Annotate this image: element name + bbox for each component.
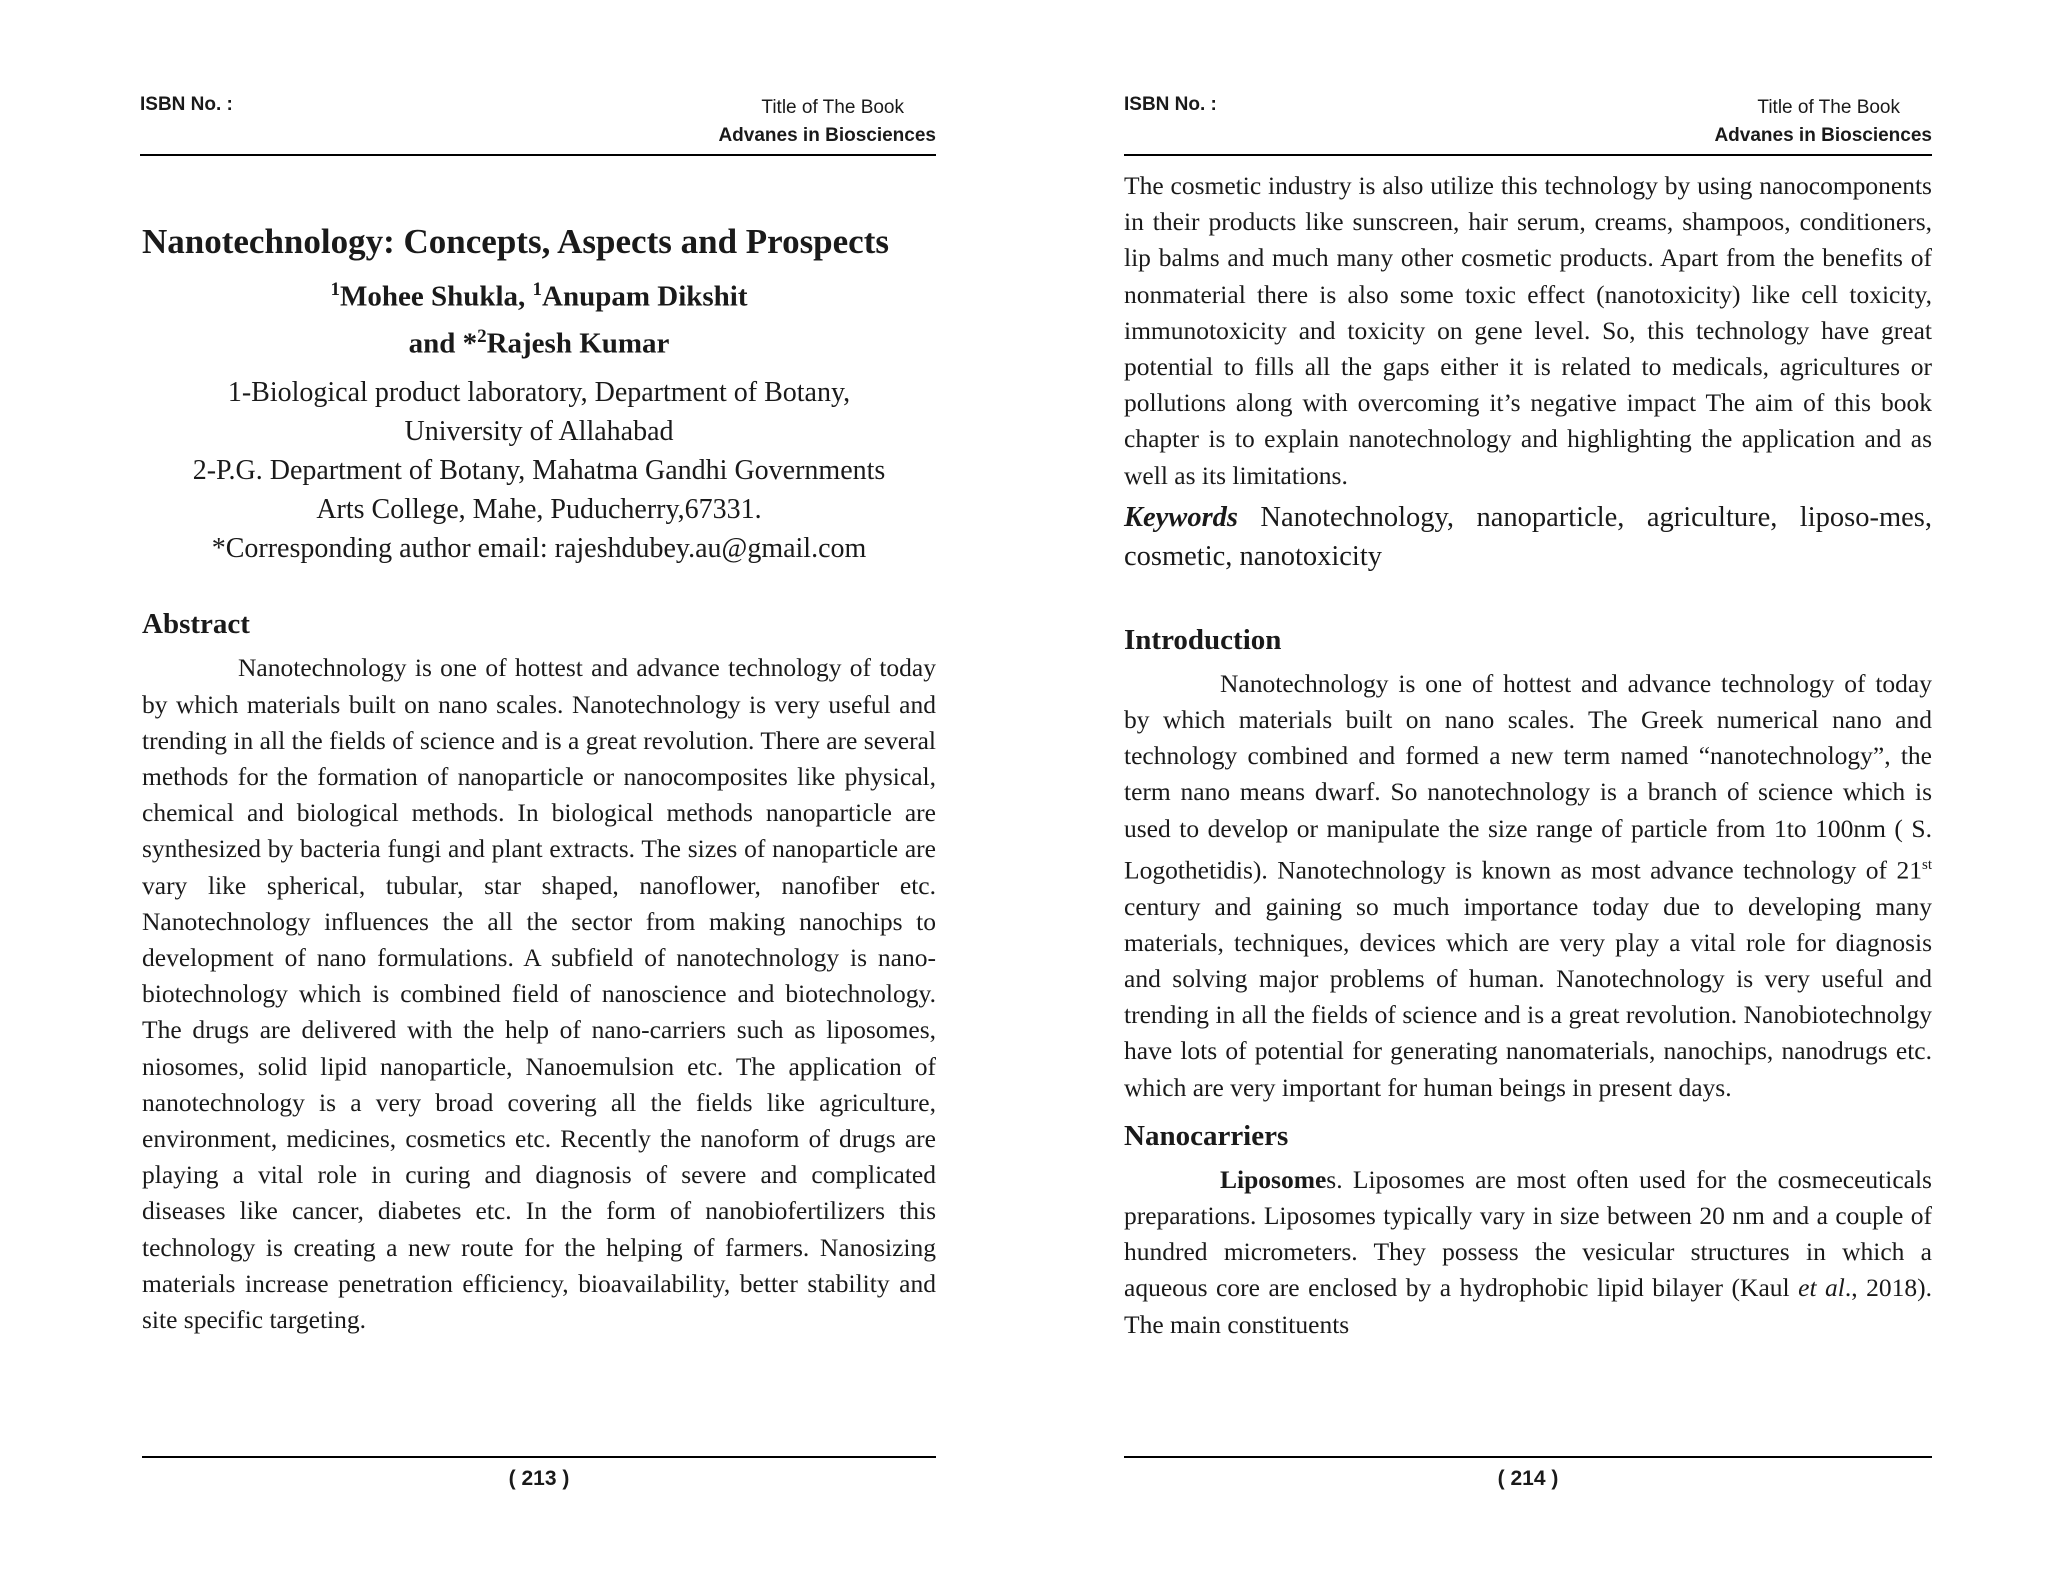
abstract-continued-paragraph: The cosmetic industry is also utilize this technology by using nanocomponents in their products like sunscreen, hair serum, creams, shampoos, conditioners, lip balms and much many other cosmetic products. Apart from the benefits of nonmaterial there is also some toxic effect (nanotoxicity) like cell toxicity, immunotoxicity and toxicity on gene level. So, this technology have great potential to fills all the gaps either it is related to medicals, agricultures or pollutions along with overcoming it’s negative impact The aim of this book chapter is to explain nanotechnology and highlighting the application and as well as its limitations. [1124, 171, 1932, 490]
page-footer [1124, 1456, 1932, 1496]
affiliation-line: 2-P.G. Department of Botany, Mahatma Gandhi Governments [192, 455, 886, 487]
affiliation-line: University of Allahabad [404, 416, 674, 448]
page-number: ( 214 ) [1497, 1467, 1559, 1490]
page-header [1124, 92, 1932, 152]
author-prefix: and * [408, 327, 478, 360]
keywords-text: Nanotechnology, nanoparticle, agriculture, liposo-mes, cosmetic, nanotoxicity [1124, 501, 1932, 572]
header-rule [140, 154, 936, 156]
abstract-paragraph: Nanotechnology is one of hottest and advance technology of today by which materials built on nano scales. Nanotechnology is very useful and trending in all the fields of science and is a great revolution. There are several methods for the formation of nanoparticle or nanocomposites like physical, chemical and biological methods. In biological methods nanoparticle are synthesized by bacteria fungi and plant extracts. The sizes of nanoparticle are vary like spherical, tubular, star shaped, nanoflower, nanofiber etc. Nanotechnology influences the all the sector from making nanochips to development of nano formulations. A subfield of nanotechnology is nano-biotechnology which is combined field of nanoscience and biotechnology. The drugs are delivered with the help of nano-carriers such as liposomes, niosomes, solid lipid nanoparticle, Nanoemulsion etc. The application of nanotechnology is a very broad covering all the fields like agriculture, environment, medicines, cosmetics etc. Recently the nanoform of drugs are playing a vital role in curing and diagnosis of severe and complicated diseases like cancer, diabetes etc. In the form of nanobiofertilizers this technology is creating a new route for the helping of farmers. Nanosizing materials increase penetration efficiency, bioavailability, better stability and site specific targeting. [142, 653, 936, 1334]
author-name: Rajesh Kumar [486, 327, 670, 360]
footer-rule [142, 1456, 936, 1458]
et-al: et al [1798, 1273, 1845, 1303]
corresponding-author: *Corresponding author email: rajeshdubey.au@gmail.com [211, 533, 867, 565]
right-body [1124, 168, 1932, 1343]
intro-text: Nanotechnology is one of hottest and advance technology of today by which materials built on nano scales. The Greek numerical nano and technology combined and formed a new term named “nanotechnology”, the term nano means dwarf. So nanotechnology is a branch of science which is used to develop or manipulate the size range of particle from 1to 100nm ( S. Logothetidis). Nanotechnology is known as most advance technology of 21 [1124, 668, 1932, 885]
footer-rule [1124, 1456, 1932, 1458]
isbn-label: ISBN No. : [140, 94, 233, 115]
page-number: ( 213 ) [508, 1467, 570, 1490]
left-body [142, 200, 936, 1338]
affil-marker: 2 [477, 325, 487, 347]
affil-marker: 1 [330, 279, 340, 300]
author-line-2 [142, 317, 936, 364]
book-title-label: Title of The Book [1757, 97, 1900, 118]
superscript: st [1921, 856, 1932, 873]
book-title-label: Title of The Book [761, 97, 904, 118]
abstract-heading: Abstract [142, 608, 250, 641]
liposome-text: s. Liposomes are most often used for the cosmeceuticals preparations. Liposomes typically vary in size between 20 nm and a couple of hundred micrometers. They possess the vesicular structures in which a aqueous core are enclosed by a hydrophobic lipid bilayer (Kaul [1124, 1164, 1932, 1303]
book-title-block [718, 94, 936, 150]
liposome-term: Liposome [1220, 1164, 1327, 1194]
affiliations [142, 373, 936, 568]
liposomes-paragraph [1124, 1162, 1932, 1343]
book-title: Advanes in Biosciences [1714, 125, 1932, 146]
introduction-paragraph [1124, 666, 1932, 1106]
affil-marker: 1 [532, 279, 543, 300]
authors [142, 270, 936, 363]
liposome-text: ., 2018). The main constituents [1124, 1273, 1932, 1339]
author-line-1 [142, 270, 936, 317]
author-name: Mohee Shukla, [339, 280, 533, 313]
introduction-heading: Introduction [1124, 623, 1282, 656]
page-footer [142, 1456, 936, 1496]
nanocarriers-heading: Nanocarriers [1124, 1119, 1289, 1152]
intro-text: century and gaining so much importance today due to developing many materials, techniques, devices which are very play a vital role for diagnosis and solving major problems of human. Nanotechnology is very useful and trending in all the fields of science and is a great revolution. Nanobiotechnolgy have lots of potential for generating nanomaterials, nanochips, nanodrugs etc. which are very important for human beings in present days. [1124, 891, 1932, 1102]
right-page [1024, 0, 2048, 1582]
page-header [140, 92, 936, 152]
affiliation-line: Arts College, Mahe, Puducherry,67331. [316, 494, 762, 526]
isbn-label: ISBN No. : [1124, 94, 1217, 115]
book-title: Advanes in Biosciences [718, 125, 936, 146]
book-title-block [1714, 94, 1932, 150]
affiliation-line: 1-Biological product laboratory, Department of Botany, [227, 377, 851, 409]
author-name: Anupam Dikshit [542, 280, 748, 313]
keywords [1124, 498, 1932, 576]
keywords-label: Keywords [1124, 501, 1238, 533]
header-rule [1124, 154, 1932, 156]
chapter-title: Nanotechnology: Concepts, Aspects and Prospects [142, 222, 889, 261]
